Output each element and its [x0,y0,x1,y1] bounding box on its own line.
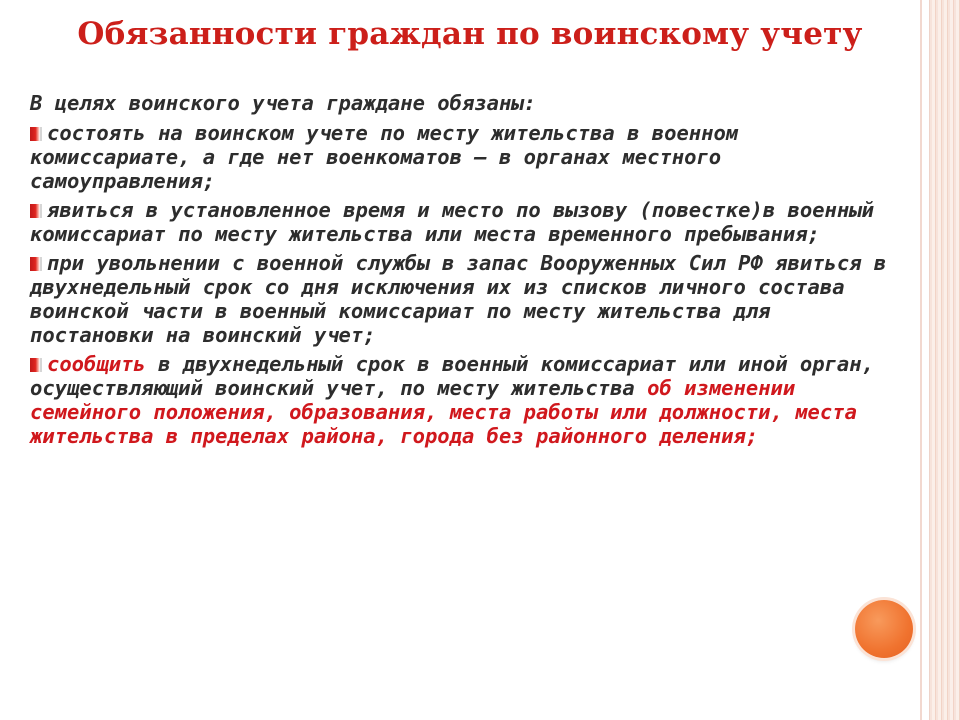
list-item [30,198,900,246]
list-item-text: в двухнедельный срок в военный комиссариат или иной орган, осуществляющий воинский учет, по месту жительства [30,352,874,400]
decorative-divider-line [920,0,922,720]
list-item-highlight-verb: сообщить [47,352,146,376]
list-item-highlight-changes: об изменении семейного положения, образования, места работы или должности, места жительства в пределах района, города без районного деления; [30,376,857,448]
list-item [30,251,900,347]
list-item-text: при увольнении с военной службы в запас Вооруженных Сил РФ явиться в двухнедельный срок со дня исключения их из списков личного состава воинской части в военный комиссариат по месту жительства для постановки на воинский учет; [30,251,887,347]
intro-text: В целях воинского учета граждане обязаны: [30,91,537,115]
bullet-icon [30,358,42,372]
slide-title: Обязанности граждан по воинскому учету [77,16,863,52]
bullet-icon [30,257,42,271]
list-item-text: состоять на воинском учете по месту жительства в военном комиссариате, а где нет военкоматов — в органах местного самоуправления; [30,121,739,193]
orange-circle-decoration [855,600,913,658]
slide-body [30,91,900,453]
list-item [30,121,900,193]
list-item-text: явиться в установленное время и место по вызову (повестке)в военный комиссариат по месту жительства или места временного пребывания; [30,198,874,246]
decorative-right-band [929,0,960,720]
bullet-icon [30,204,42,218]
bullet-icon [30,127,42,141]
list-item [30,352,900,448]
